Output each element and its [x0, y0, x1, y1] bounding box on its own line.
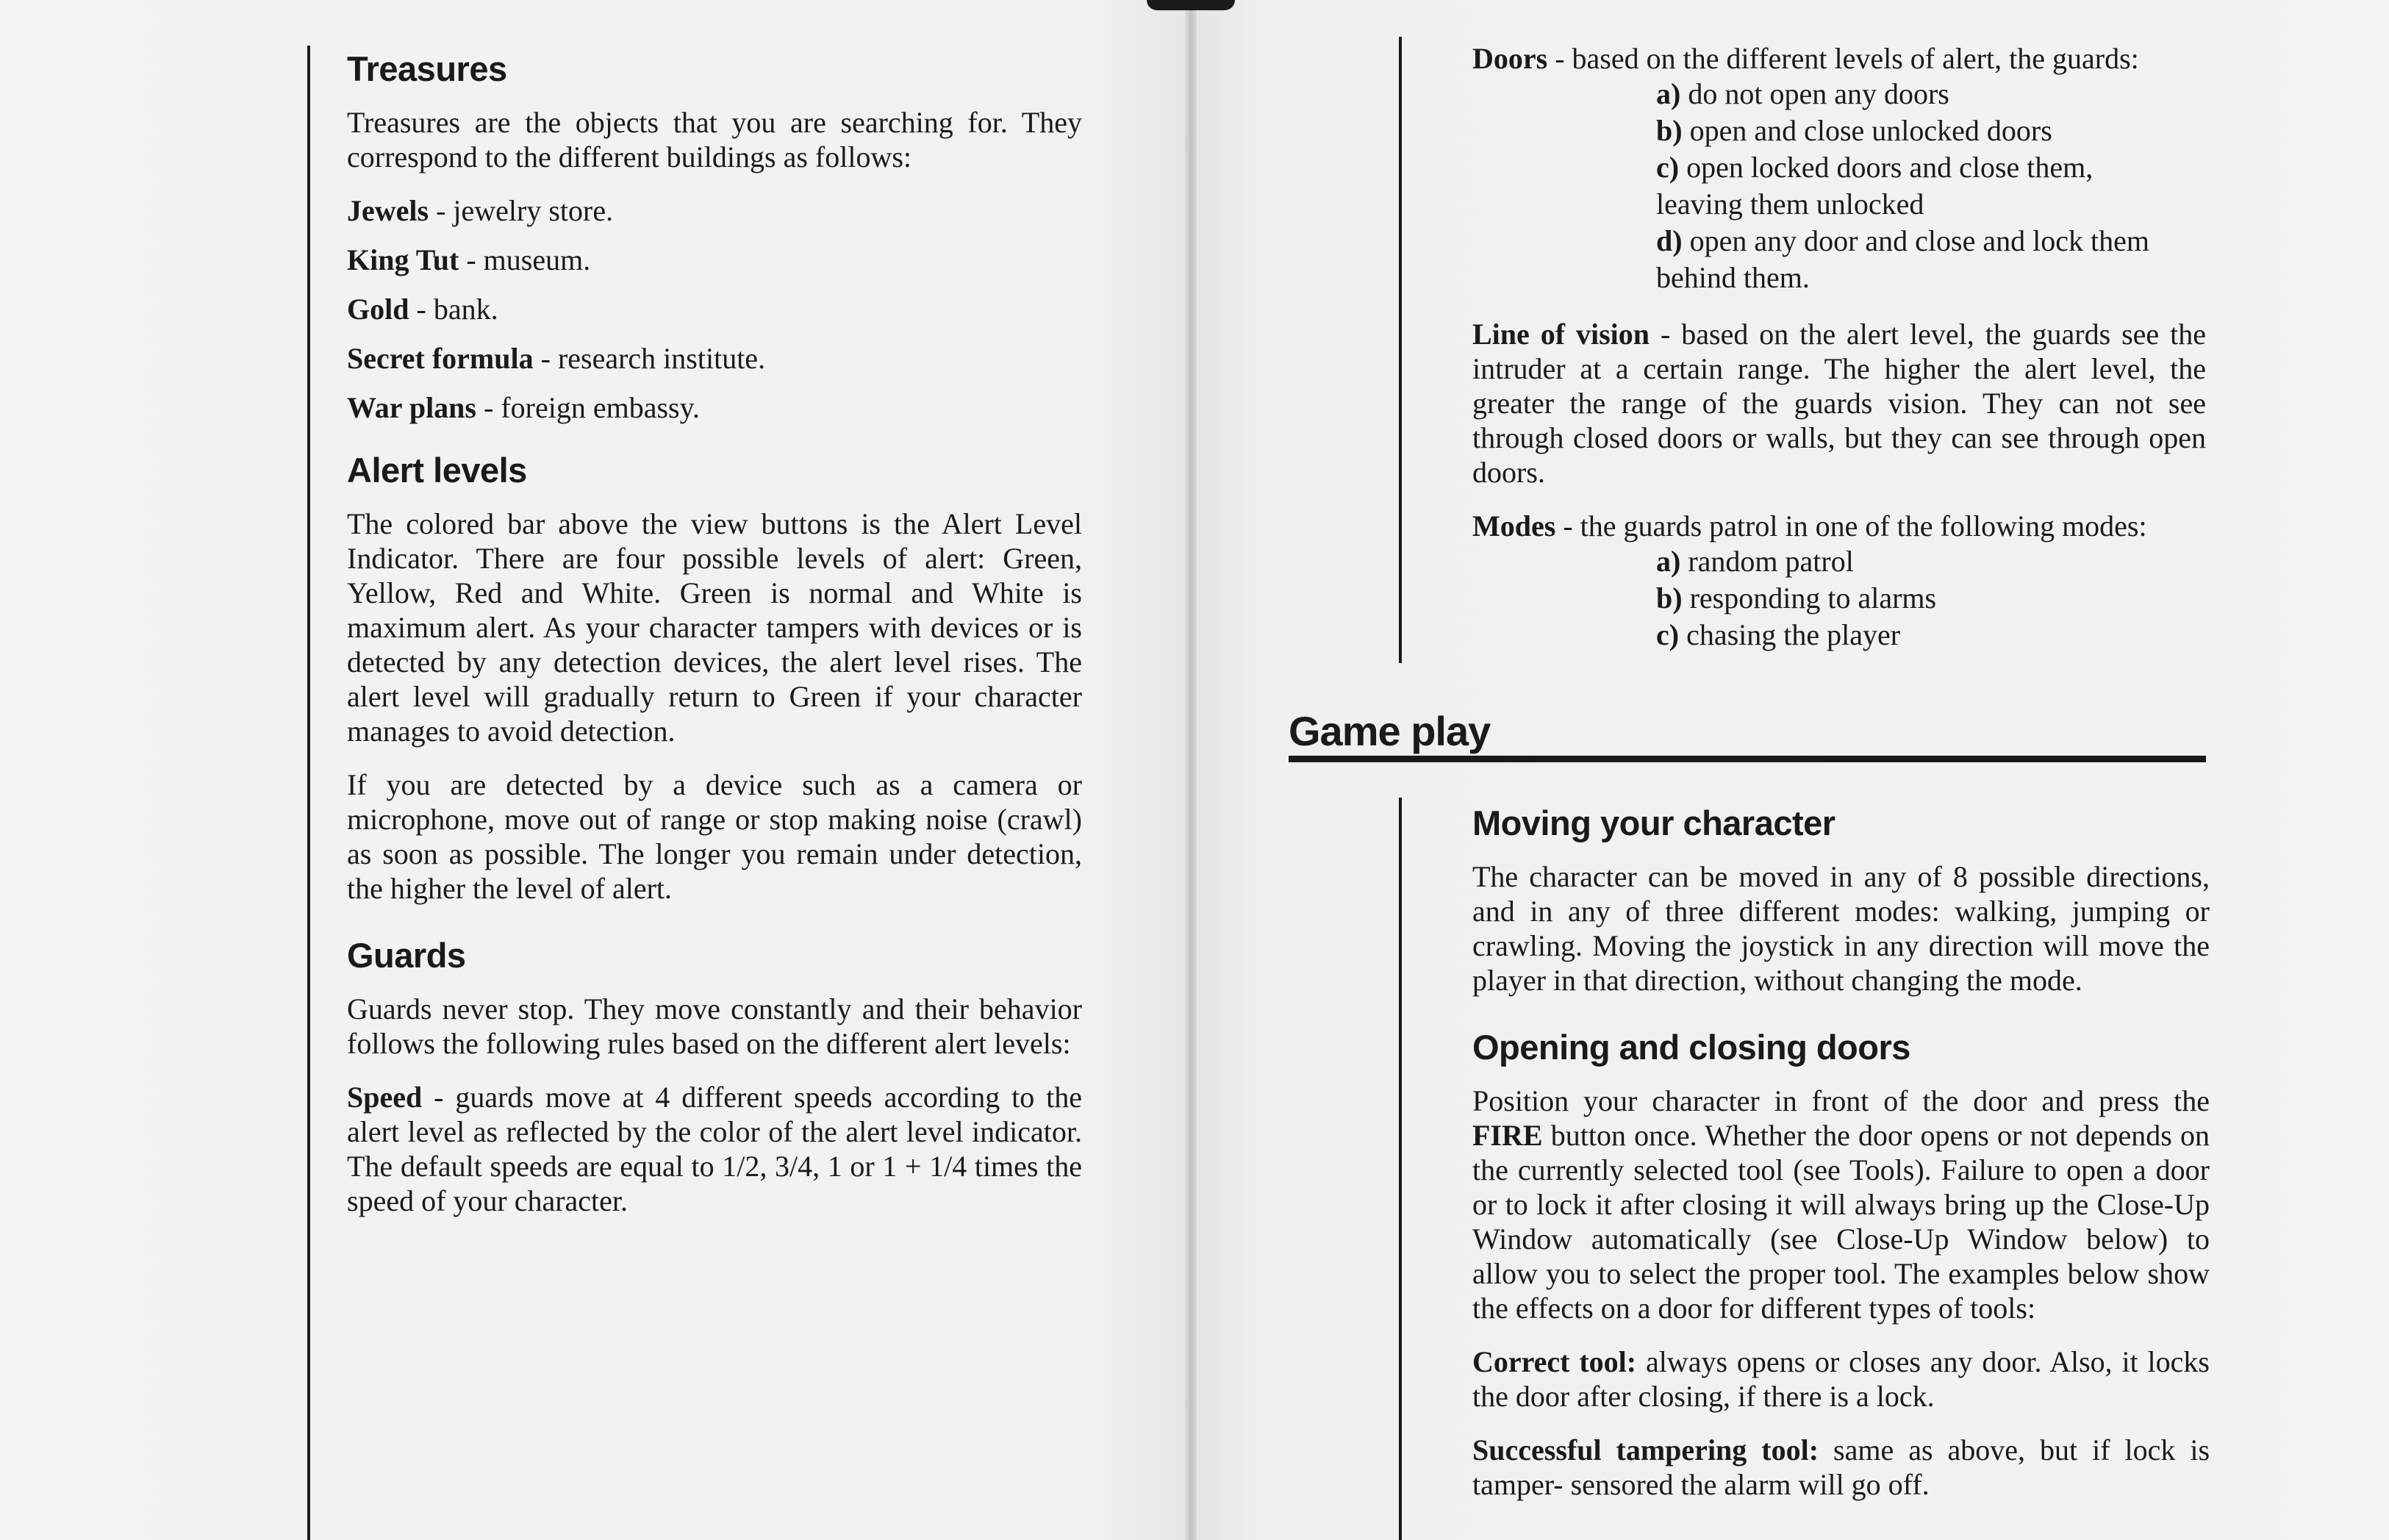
treasure-item: Secret formula - research institute. [347, 342, 766, 375]
doors-paragraph: Position your character in front of the door and press the FIRE button once. Whether the door opens or not depends on the currently selected tool (see Tools). Failure to open a door or to lock it after closing it will always bring up the Close-Up Window automatically (see Close-Up Window below) to allow you to select the proper tool. The examples below show the effects on a door for different types of tools: [1472, 1084, 2210, 1325]
moving-paragraph: The character can be moved in any of 8 possible directions, and in any of three different modes: walking, jumping or crawling. Moving the joystick in any direction will move the player in that direction, without changing the mode. [1472, 860, 2210, 997]
alert-levels-heading: Alert levels [347, 451, 527, 490]
modes-term: Modes [1472, 509, 1556, 542]
left-column [347, 49, 1082, 1237]
doors-term: Doors [1472, 42, 1548, 75]
treasure-term: Jewels [347, 194, 429, 227]
list-item-continuation: behind them. [1656, 261, 1810, 294]
treasure-term: Secret formula [347, 342, 534, 375]
treasure-item: War plans - foreign embassy. [347, 391, 700, 424]
treasures-intro: Treasures are the objects that you are searching for. They correspond to the different buildings as follows: [347, 106, 1082, 173]
speed-term: Speed [347, 1081, 423, 1114]
alert-paragraph: The colored bar above the view buttons is the Alert Level Indicator. There are four possible levels of alert: Green, Yellow, Red and White. Green is normal and White is maximum alert. As your character tampers with devices or is detected by any detection devices, the alert level rises. The alert level will gradually return to Green if your character manages to avoid detection. [347, 507, 1082, 748]
treasure-term: Gold [347, 293, 409, 326]
correct-tool-paragraph: Correct tool: always opens or closes any door. Also, it locks the door after closing, if there is a lock. [1472, 1345, 2210, 1413]
gameplay-heading: Game play [1289, 708, 1491, 754]
treasure-desc: bank. [433, 293, 498, 326]
treasure-desc: jewelry store. [453, 194, 614, 227]
right-upper-rule [1399, 37, 1402, 663]
vision-term: Line of vision [1472, 318, 1650, 351]
vision-desc: based on the alert level, the guards see the intruder at a certain range. The higher the alert level, the greater the range of the guards vision. They can not see through closed doors or walls, but they can see through open doors. [1472, 318, 2206, 489]
alert-paragraph: If you are detected by a device such as a camera or microphone, move out of range or stop making noise (crawl) as soon as possible. The longer you remain under detection, the higher the level of alert. [347, 768, 1082, 905]
treasure-term: War plans [347, 391, 476, 424]
moving-heading: Moving your character [1472, 803, 1835, 842]
doors-rule: Doors - based on the different levels of alert, the guards: [1472, 42, 2139, 75]
list-item: a) do not open any doors [1656, 77, 1949, 110]
treasure-desc: foreign embassy. [501, 391, 700, 424]
doors-heading: Opening and closing doors [1472, 1028, 1910, 1067]
speed-paragraph: Speed - guards move at 4 different speeds according to the alert level as reflected by the color of the alert level indicator. The default speeds are equal to 1/2, 3/4, 1 or 1 + 1/4 times the speed of your character. [347, 1081, 1082, 1217]
page-corner-shadow [1147, 0, 1235, 10]
left-column-rule [307, 46, 310, 1540]
right-lower-column [1472, 803, 2210, 1521]
list-item: c) open locked doors and close them, [1656, 151, 2093, 184]
right-upper-column [1472, 41, 2206, 653]
tampering-tool-term: Successful tampering tool: [1472, 1433, 1819, 1466]
treasure-item: King Tut - museum. [347, 243, 591, 276]
correct-tool-term: Correct tool: [1472, 1345, 1637, 1378]
list-item-continuation: leaving them unlocked [1656, 187, 1924, 221]
gameplay-heading-block [1289, 707, 1490, 755]
doors-desc: based on the different levels of alert, the guards: [1572, 42, 2139, 75]
list-item: b) open and close unlocked doors [1656, 114, 2052, 147]
list-item: b) responding to alarms [1656, 581, 1937, 615]
guards-paragraph: Guards never stop. They move constantly and their behavior follows the following rules based on the different alert levels: [347, 992, 1082, 1060]
tampering-tool-paragraph: Successful tampering tool: same as above, but if lock is tamper- sensored the alarm will go off. [1472, 1433, 2210, 1501]
speed-desc: guards move at 4 different speeds according to the alert level as reflected by the color of the alert level indicator. The default speeds are equal to 1/2, 3/4, 1 or 1 + 1/4 times the speed of your character. [347, 1081, 1082, 1217]
treasure-desc: research institute. [557, 342, 766, 375]
gameplay-underline [1289, 756, 2206, 762]
list-item: d) open any door and close and lock them [1656, 224, 2149, 257]
list-item: a) random patrol [1656, 545, 1854, 578]
treasure-desc: museum. [483, 243, 591, 276]
vision-rule: Line of vision - based on the alert level, the guards see the intruder at a certain range. The higher the alert level, the greater the range of the guards vision. They can not see through closed doors or walls, but they can see through open doors. [1472, 318, 2206, 489]
list-item: c) chasing the player [1656, 618, 1901, 651]
treasure-item: Jewels - jewelry store. [347, 194, 614, 227]
treasures-heading: Treasures [347, 49, 507, 88]
right-lower-rule [1399, 798, 1402, 1540]
modes-rule: Modes - the guards patrol in one of the following modes: [1472, 509, 2147, 542]
treasure-term: King Tut [347, 243, 459, 276]
fire-term: FIRE [1472, 1119, 1543, 1152]
treasure-item: Gold - bank. [347, 293, 498, 326]
book-spine [1185, 0, 1197, 1540]
modes-desc: the guards patrol in one of the following modes: [1580, 509, 2147, 542]
guards-heading: Guards [347, 936, 466, 975]
